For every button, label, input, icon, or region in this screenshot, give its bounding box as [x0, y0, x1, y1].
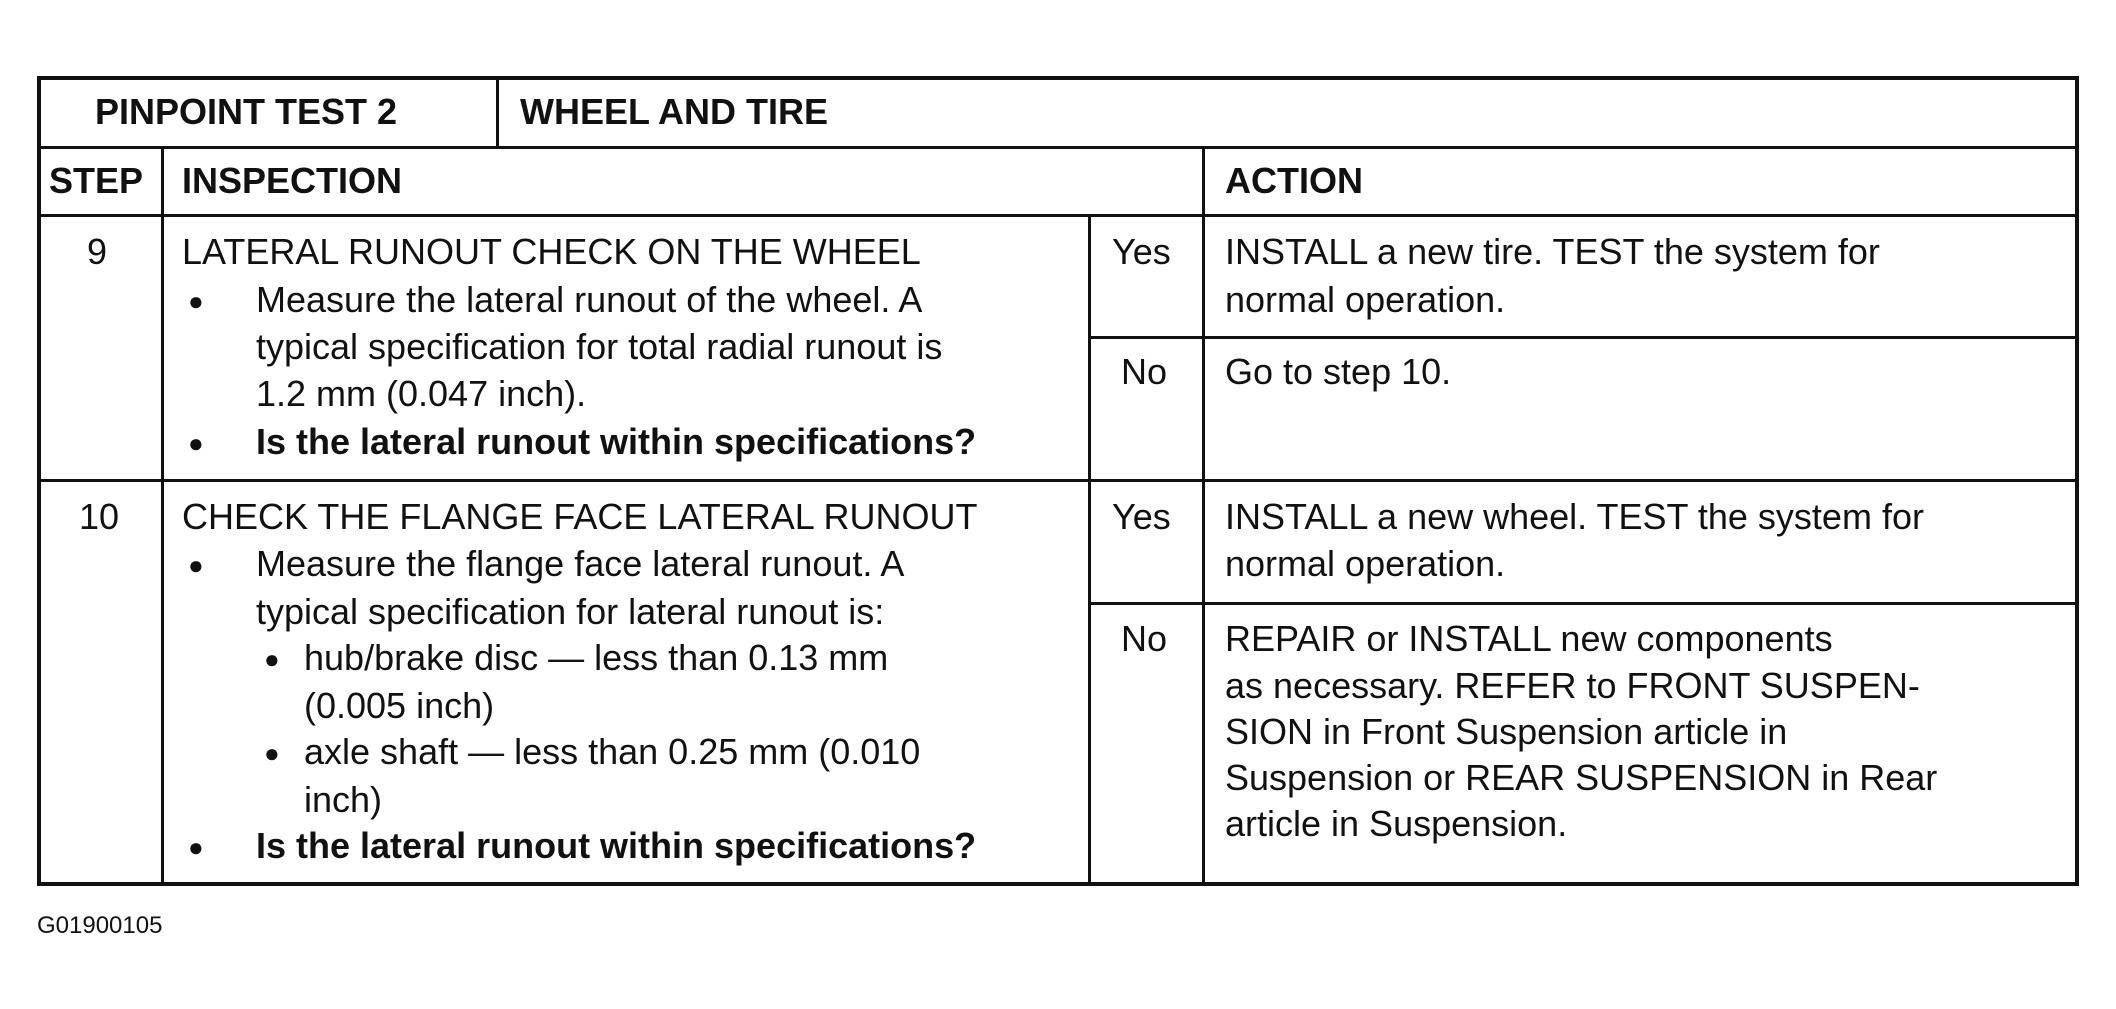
sub-bullet-line: axle shaft — less than 0.25 mm (0.010	[304, 731, 921, 772]
step-row-border	[41, 479, 2075, 482]
step-10-yes-no-border	[1088, 602, 2075, 605]
action-line: INSTALL a new wheel. TEST the system for	[1225, 496, 1924, 537]
inspection-line: Measure the flange face lateral runout. A	[256, 543, 905, 584]
sub-bullet-line: inch)	[304, 779, 383, 820]
action-line: as necessary. REFER to FRONT SUSPEN-	[1225, 665, 1920, 706]
answer-yes: Yes	[1112, 496, 1171, 537]
action-line: REPAIR or INSTALL new components	[1225, 618, 1833, 659]
step-column-divider	[161, 148, 164, 886]
answer-yes: Yes	[1112, 231, 1171, 272]
inspection-line: typical specification for total radial runout is	[256, 326, 943, 367]
action-header: ACTION	[1225, 160, 1363, 201]
sub-bullet-line: hub/brake disc — less than 0.13 mm	[304, 637, 889, 678]
action-line: normal operation.	[1225, 279, 1506, 320]
inspection-line: typical specification for lateral runout is:	[256, 591, 885, 632]
inspection-question: Is the lateral runout within specifications?	[256, 825, 977, 866]
step-number: 10	[79, 496, 120, 537]
action-line: INSTALL a new tire. TEST the system for	[1225, 231, 1880, 272]
step-number: 9	[87, 231, 108, 272]
inspection-question: Is the lateral runout within specifications?	[256, 421, 977, 462]
action-line: normal operation.	[1225, 543, 1506, 584]
action-column-divider	[1202, 148, 1205, 886]
sub-bullet-line: (0.005 inch)	[304, 685, 495, 726]
action-line: SION in Front Suspension article in	[1225, 711, 1788, 752]
inspection-heading: LATERAL RUNOUT CHECK ON THE WHEEL	[182, 231, 921, 272]
pinpoint-test-table	[37, 76, 2079, 886]
action-line: article in Suspension.	[1225, 803, 1568, 844]
step-9-yes-no-border	[1088, 336, 2075, 339]
answer-no: No	[1121, 618, 1168, 659]
bullet-icon: ●	[188, 832, 204, 862]
figure-id: G01900105	[37, 912, 163, 939]
action-line: Go to step 10.	[1225, 351, 1452, 392]
title-divider	[496, 80, 499, 148]
answer-column-divider	[1088, 216, 1091, 886]
answer-no: No	[1121, 351, 1168, 392]
bullet-icon: ●	[264, 644, 280, 674]
inspection-heading: CHECK THE FLANGE FACE LATERAL RUNOUT	[182, 496, 978, 537]
inspection-header: INSPECTION	[182, 160, 403, 201]
action-line: Suspension or REAR SUSPENSION in Rear	[1225, 757, 1938, 798]
test-label: PINPOINT TEST 2	[95, 91, 398, 132]
header-row-border	[41, 214, 2075, 217]
inspection-line: 1.2 mm (0.047 inch).	[256, 373, 587, 414]
inspection-line: Measure the lateral runout of the wheel. A	[256, 279, 923, 320]
test-title: WHEEL AND TIRE	[520, 91, 829, 132]
bullet-icon: ●	[188, 428, 204, 458]
title-row-border	[41, 146, 2075, 149]
bullet-icon: ●	[188, 550, 204, 580]
step-header: STEP	[49, 160, 144, 201]
bullet-icon: ●	[188, 286, 204, 316]
bullet-icon: ●	[264, 738, 280, 768]
